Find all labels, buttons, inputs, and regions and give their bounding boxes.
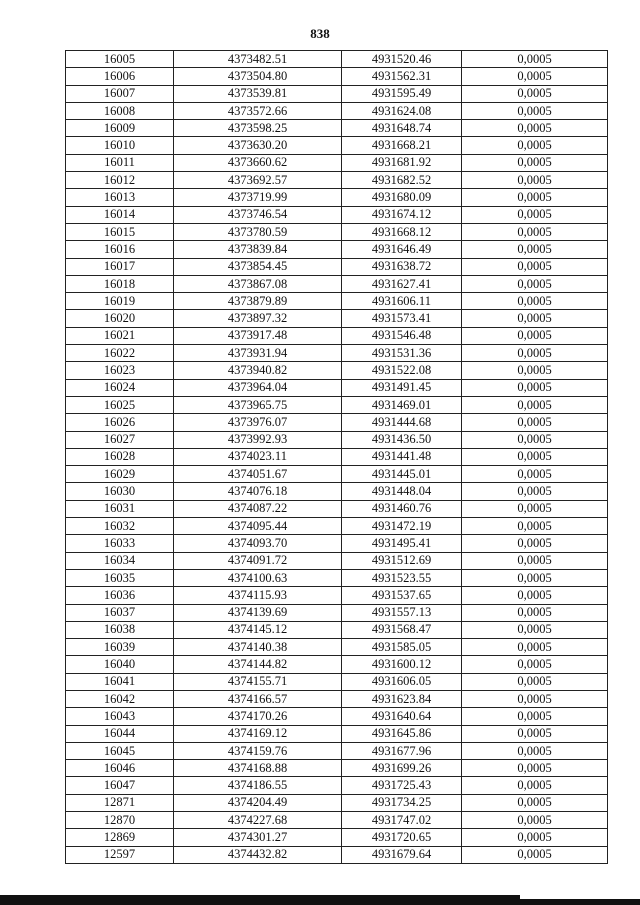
point-id-cell: 16006 [66,68,174,85]
y-coordinate-cell: 4931472.19 [342,518,462,535]
y-coordinate-cell: 4931520.46 [342,51,462,68]
error-value-cell: 0,0005 [462,812,608,829]
table-row [66,258,608,275]
point-id-cell: 16014 [66,206,174,223]
y-coordinate-cell: 4931623.84 [342,690,462,707]
x-coordinate-cell: 4373839.84 [174,241,342,258]
y-coordinate-cell: 4931606.05 [342,673,462,690]
error-value-cell: 0,0005 [462,310,608,327]
table-row [66,829,608,846]
point-id-cell: 16013 [66,189,174,206]
x-coordinate-cell: 4373917.48 [174,327,342,344]
x-coordinate-cell: 4374168.88 [174,760,342,777]
x-coordinate-cell: 4373964.04 [174,379,342,396]
x-coordinate-cell: 4373504.80 [174,68,342,85]
x-coordinate-cell: 4373572.66 [174,102,342,119]
x-coordinate-cell: 4374227.68 [174,812,342,829]
table-row [66,172,608,189]
error-value-cell: 0,0005 [462,241,608,258]
point-id-cell: 16044 [66,725,174,742]
point-id-cell: 16020 [66,310,174,327]
error-value-cell: 0,0005 [462,587,608,604]
table-row [66,708,608,725]
x-coordinate-cell: 4374093.70 [174,535,342,552]
point-id-cell: 16010 [66,137,174,154]
table-row [66,275,608,292]
x-coordinate-cell: 4374166.57 [174,690,342,707]
table-row [66,414,608,431]
point-id-cell: 16015 [66,223,174,240]
error-value-cell: 0,0005 [462,690,608,707]
error-value-cell: 0,0005 [462,120,608,137]
table-row [66,120,608,137]
table-row [66,518,608,535]
error-value-cell: 0,0005 [462,500,608,517]
error-value-cell: 0,0005 [462,189,608,206]
point-id-cell: 16012 [66,172,174,189]
y-coordinate-cell: 4931640.64 [342,708,462,725]
point-id-cell: 16021 [66,327,174,344]
error-value-cell: 0,0005 [462,569,608,586]
x-coordinate-cell: 4374169.12 [174,725,342,742]
y-coordinate-cell: 4931436.50 [342,431,462,448]
table-row [66,725,608,742]
x-coordinate-cell: 4373931.94 [174,345,342,362]
y-coordinate-cell: 4931512.69 [342,552,462,569]
table-row [66,673,608,690]
y-coordinate-cell: 4931573.41 [342,310,462,327]
error-value-cell: 0,0005 [462,223,608,240]
point-id-cell: 16008 [66,102,174,119]
x-coordinate-cell: 4374159.76 [174,742,342,759]
point-id-cell: 16023 [66,362,174,379]
y-coordinate-cell: 4931562.31 [342,68,462,85]
error-value-cell: 0,0005 [462,518,608,535]
y-coordinate-cell: 4931648.74 [342,120,462,137]
table-row [66,154,608,171]
error-value-cell: 0,0005 [462,68,608,85]
x-coordinate-cell: 4373719.99 [174,189,342,206]
point-id-cell: 16011 [66,154,174,171]
y-coordinate-cell: 4931491.45 [342,379,462,396]
y-coordinate-cell: 4931677.96 [342,742,462,759]
error-value-cell: 0,0005 [462,777,608,794]
error-value-cell: 0,0005 [462,742,608,759]
error-value-cell: 0,0005 [462,345,608,362]
x-coordinate-cell: 4374432.82 [174,846,342,863]
x-coordinate-cell: 4373940.82 [174,362,342,379]
point-id-cell: 16037 [66,604,174,621]
point-id-cell: 16005 [66,51,174,68]
error-value-cell: 0,0005 [462,362,608,379]
x-coordinate-cell: 4374170.26 [174,708,342,725]
y-coordinate-cell: 4931674.12 [342,206,462,223]
x-coordinate-cell: 4374051.67 [174,466,342,483]
x-coordinate-cell: 4373746.54 [174,206,342,223]
table-row [66,102,608,119]
point-id-cell: 16025 [66,396,174,413]
error-value-cell: 0,0005 [462,431,608,448]
x-coordinate-cell: 4373897.32 [174,310,342,327]
x-coordinate-cell: 4373630.20 [174,137,342,154]
point-id-cell: 12871 [66,794,174,811]
table-row [66,85,608,102]
x-coordinate-cell: 4373692.57 [174,172,342,189]
table-row [66,846,608,863]
y-coordinate-cell: 4931546.48 [342,327,462,344]
error-value-cell: 0,0005 [462,275,608,292]
table-row [66,604,608,621]
x-coordinate-cell: 4373780.59 [174,223,342,240]
table-row [66,189,608,206]
table-row [66,379,608,396]
point-id-cell: 16039 [66,639,174,656]
error-value-cell: 0,0005 [462,466,608,483]
y-coordinate-cell: 4931568.47 [342,621,462,638]
table-row [66,500,608,517]
y-coordinate-cell: 4931680.09 [342,189,462,206]
error-value-cell: 0,0005 [462,396,608,413]
error-value-cell: 0,0005 [462,51,608,68]
table-row [66,68,608,85]
error-value-cell: 0,0005 [462,414,608,431]
error-value-cell: 0,0005 [462,258,608,275]
error-value-cell: 0,0005 [462,552,608,569]
y-coordinate-cell: 4931682.52 [342,172,462,189]
y-coordinate-cell: 4931681.92 [342,154,462,171]
table-row [66,656,608,673]
point-id-cell: 16046 [66,760,174,777]
table-row [66,293,608,310]
error-value-cell: 0,0005 [462,760,608,777]
x-coordinate-cell: 4374100.63 [174,569,342,586]
error-value-cell: 0,0005 [462,327,608,344]
point-id-cell: 16032 [66,518,174,535]
x-coordinate-cell: 4374023.11 [174,448,342,465]
y-coordinate-cell: 4931585.05 [342,639,462,656]
table-row [66,362,608,379]
table-row [66,431,608,448]
table-row [66,396,608,413]
y-coordinate-cell: 4931638.72 [342,258,462,275]
page-number: 838 [310,26,330,41]
point-id-cell: 16033 [66,535,174,552]
point-id-cell: 16040 [66,656,174,673]
y-coordinate-cell: 4931523.55 [342,569,462,586]
y-coordinate-cell: 4931537.65 [342,587,462,604]
error-value-cell: 0,0005 [462,102,608,119]
error-value-cell: 0,0005 [462,725,608,742]
table-body [66,51,608,864]
point-id-cell: 16022 [66,345,174,362]
error-value-cell: 0,0005 [462,535,608,552]
point-id-cell: 16047 [66,777,174,794]
y-coordinate-cell: 4931624.08 [342,102,462,119]
x-coordinate-cell: 4373854.45 [174,258,342,275]
x-coordinate-cell: 4373660.62 [174,154,342,171]
x-coordinate-cell: 4374095.44 [174,518,342,535]
x-coordinate-cell: 4374301.27 [174,829,342,846]
error-value-cell: 0,0005 [462,829,608,846]
point-id-cell: 16038 [66,621,174,638]
error-value-cell: 0,0005 [462,656,608,673]
point-id-cell: 16045 [66,742,174,759]
table-row [66,812,608,829]
x-coordinate-cell: 4374204.49 [174,794,342,811]
point-id-cell: 16016 [66,241,174,258]
y-coordinate-cell: 4931495.41 [342,535,462,552]
x-coordinate-cell: 4373867.08 [174,275,342,292]
x-coordinate-cell: 4374091.72 [174,552,342,569]
x-coordinate-cell: 4374155.71 [174,673,342,690]
x-coordinate-cell: 4373598.25 [174,120,342,137]
point-id-cell: 16024 [66,379,174,396]
table-row [66,639,608,656]
y-coordinate-cell: 4931595.49 [342,85,462,102]
page-bottom-edge-gap [520,895,640,899]
y-coordinate-cell: 4931668.12 [342,223,462,240]
error-value-cell: 0,0005 [462,448,608,465]
error-value-cell: 0,0005 [462,621,608,638]
y-coordinate-cell: 4931531.36 [342,345,462,362]
y-coordinate-cell: 4931699.26 [342,760,462,777]
y-coordinate-cell: 4931469.01 [342,396,462,413]
table-row [66,587,608,604]
error-value-cell: 0,0005 [462,794,608,811]
y-coordinate-cell: 4931460.76 [342,500,462,517]
x-coordinate-cell: 4373482.51 [174,51,342,68]
y-coordinate-cell: 4931445.01 [342,466,462,483]
table-row [66,137,608,154]
y-coordinate-cell: 4931645.86 [342,725,462,742]
table-row [66,51,608,68]
point-id-cell: 12869 [66,829,174,846]
point-id-cell: 16027 [66,431,174,448]
table-row [66,760,608,777]
point-id-cell: 16031 [66,500,174,517]
y-coordinate-cell: 4931720.65 [342,829,462,846]
point-id-cell: 16043 [66,708,174,725]
x-coordinate-cell: 4373965.75 [174,396,342,413]
y-coordinate-cell: 4931627.41 [342,275,462,292]
table-row [66,223,608,240]
y-coordinate-cell: 4931600.12 [342,656,462,673]
point-id-cell: 16007 [66,85,174,102]
table-row [66,483,608,500]
point-id-cell: 16009 [66,120,174,137]
x-coordinate-cell: 4374087.22 [174,500,342,517]
error-value-cell: 0,0005 [462,172,608,189]
y-coordinate-cell: 4931725.43 [342,777,462,794]
table-row [66,794,608,811]
table-row [66,621,608,638]
table-row [66,466,608,483]
y-coordinate-cell: 4931668.21 [342,137,462,154]
point-id-cell: 16035 [66,569,174,586]
point-id-cell: 12870 [66,812,174,829]
error-value-cell: 0,0005 [462,604,608,621]
y-coordinate-cell: 4931679.64 [342,846,462,863]
y-coordinate-cell: 4931448.04 [342,483,462,500]
error-value-cell: 0,0005 [462,293,608,310]
error-value-cell: 0,0005 [462,154,608,171]
error-value-cell: 0,0005 [462,846,608,863]
x-coordinate-cell: 4374139.69 [174,604,342,621]
error-value-cell: 0,0005 [462,639,608,656]
error-value-cell: 0,0005 [462,673,608,690]
error-value-cell: 0,0005 [462,85,608,102]
coordinates-table [65,50,608,864]
point-id-cell: 16028 [66,448,174,465]
y-coordinate-cell: 4931646.49 [342,241,462,258]
point-id-cell: 16026 [66,414,174,431]
y-coordinate-cell: 4931734.25 [342,794,462,811]
table-row [66,206,608,223]
x-coordinate-cell: 4374144.82 [174,656,342,673]
table-row [66,552,608,569]
point-id-cell: 16017 [66,258,174,275]
table-row [66,241,608,258]
table-row [66,535,608,552]
point-id-cell: 16036 [66,587,174,604]
error-value-cell: 0,0005 [462,379,608,396]
table-row [66,777,608,794]
table-row [66,690,608,707]
table-row [66,345,608,362]
error-value-cell: 0,0005 [462,137,608,154]
point-id-cell: 16019 [66,293,174,310]
x-coordinate-cell: 4373992.93 [174,431,342,448]
y-coordinate-cell: 4931522.08 [342,362,462,379]
table-row [66,742,608,759]
error-value-cell: 0,0005 [462,206,608,223]
x-coordinate-cell: 4373879.89 [174,293,342,310]
error-value-cell: 0,0005 [462,483,608,500]
x-coordinate-cell: 4373976.07 [174,414,342,431]
table-row [66,327,608,344]
y-coordinate-cell: 4931557.13 [342,604,462,621]
y-coordinate-cell: 4931606.11 [342,293,462,310]
x-coordinate-cell: 4374145.12 [174,621,342,638]
table-row [66,569,608,586]
y-coordinate-cell: 4931441.48 [342,448,462,465]
x-coordinate-cell: 4374115.93 [174,587,342,604]
point-id-cell: 16029 [66,466,174,483]
point-id-cell: 16034 [66,552,174,569]
point-id-cell: 12597 [66,846,174,863]
x-coordinate-cell: 4374140.38 [174,639,342,656]
point-id-cell: 16030 [66,483,174,500]
error-value-cell: 0,0005 [462,708,608,725]
point-id-cell: 16018 [66,275,174,292]
y-coordinate-cell: 4931747.02 [342,812,462,829]
x-coordinate-cell: 4373539.81 [174,85,342,102]
x-coordinate-cell: 4374186.55 [174,777,342,794]
table-row [66,310,608,327]
y-coordinate-cell: 4931444.68 [342,414,462,431]
point-id-cell: 16042 [66,690,174,707]
x-coordinate-cell: 4374076.18 [174,483,342,500]
table-row [66,448,608,465]
point-id-cell: 16041 [66,673,174,690]
